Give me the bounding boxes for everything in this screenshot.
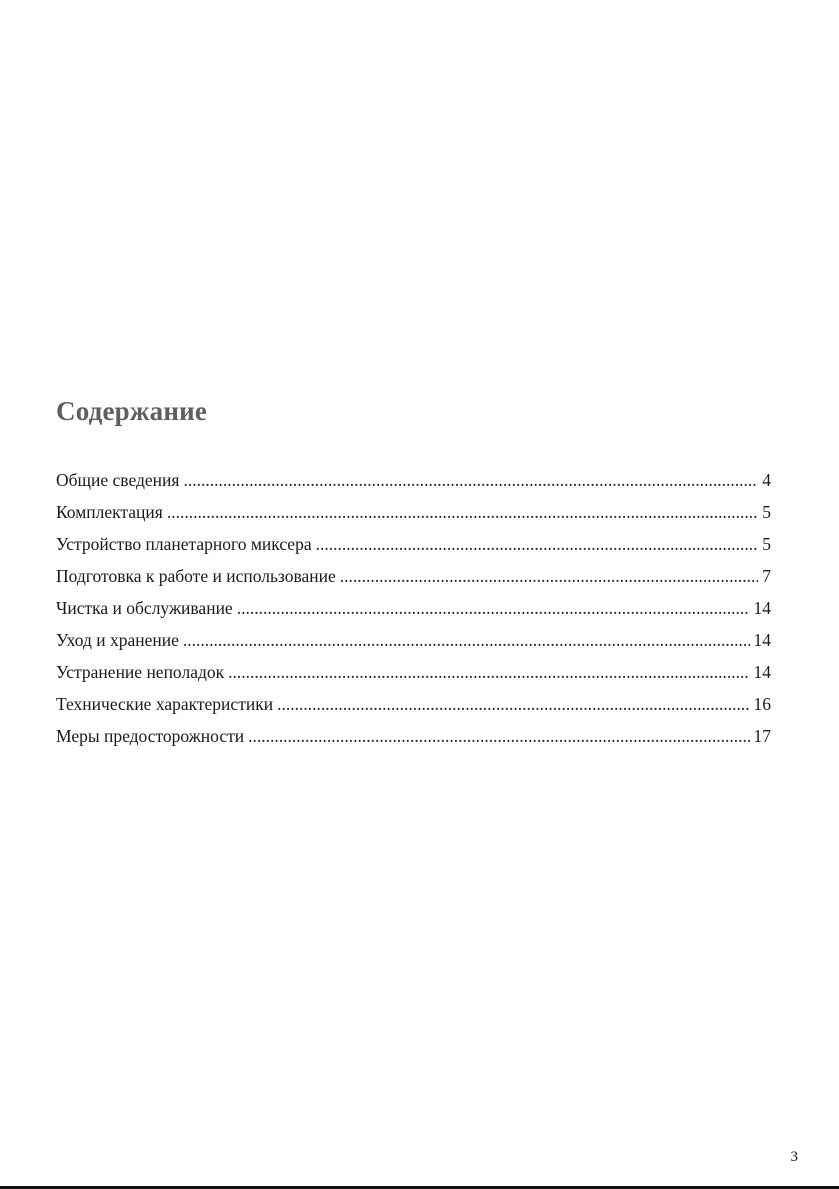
toc-entry[interactable]: [56, 659, 771, 691]
toc-entry-label: Комплектация: [56, 502, 163, 522]
toc-entry-page: 14: [753, 630, 771, 650]
dot-leader: [237, 595, 750, 621]
dot-leader: [228, 659, 749, 685]
toc-entry-page: 7: [762, 566, 771, 586]
page-title: Содержание: [56, 396, 208, 426]
toc-entry[interactable]: [56, 723, 771, 755]
dot-leader: [277, 691, 749, 717]
toc-entry[interactable]: [56, 467, 771, 499]
toc-entry-label: Устройство планетарного миксера: [56, 534, 312, 554]
toc-entry-label: Технические характеристики: [56, 694, 274, 714]
toc-entry-label: Меры предосторожности: [56, 726, 245, 746]
dot-leader: [167, 499, 758, 525]
table-of-contents: [56, 467, 771, 755]
dot-leader: [183, 627, 750, 653]
toc-entry-page: 17: [753, 726, 771, 746]
toc-entry[interactable]: [56, 563, 771, 595]
dot-leader: [340, 563, 758, 589]
toc-entry-page: 14: [753, 662, 771, 682]
toc-entry-page: 4: [762, 470, 771, 490]
toc-entry[interactable]: [56, 691, 771, 723]
toc-entry[interactable]: [56, 499, 771, 531]
toc-entry-label: Чистка и обслуживание: [56, 598, 233, 618]
toc-entry-page: 5: [762, 502, 771, 522]
dot-leader: [316, 531, 759, 557]
dot-leader: [248, 723, 749, 749]
toc-entry[interactable]: [56, 595, 771, 627]
toc-entry[interactable]: [56, 531, 771, 563]
toc-entry-label: Устранение неполадок: [56, 662, 225, 682]
page-number: 3: [790, 1149, 798, 1165]
toc-entry-label: Уход и хранение: [56, 630, 179, 650]
dot-leader: [183, 467, 758, 493]
toc-entry-label: Подготовка к работе и использование: [56, 566, 336, 586]
toc-entry-page: 14: [753, 598, 771, 618]
toc-entry-page: 5: [762, 534, 771, 554]
toc-entry-page: 16: [753, 694, 771, 714]
toc-entry-label: Общие сведения: [56, 470, 180, 490]
toc-entry[interactable]: [56, 627, 771, 659]
